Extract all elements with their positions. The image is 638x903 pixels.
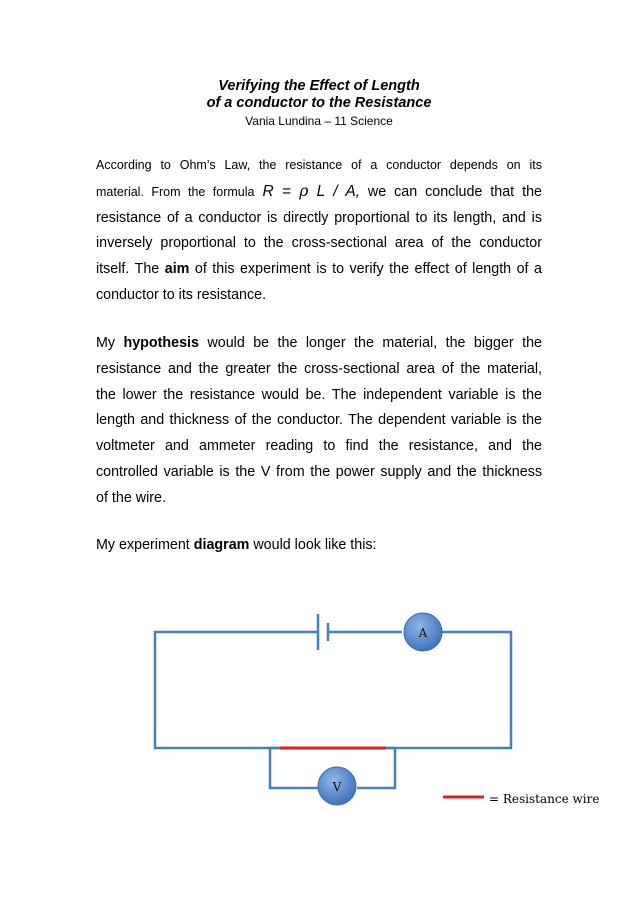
hypothesis-paragraph [96,331,542,512]
hypothesis-line-5: voltmeter and ammeter reading to find the resistance, and the [96,438,542,455]
formula-text [262,183,360,200]
formula-r: R [262,182,274,200]
hypothesis-line-2: resistance and the greater the cross-sectional area of the material, [96,360,542,377]
legend-label: = Resistance wire [489,792,600,806]
title-line-1: Verifying the Effect of Length [218,78,420,94]
intro-line-1: According to Ohm’s Law, the resistance of a conductor depends on its [96,158,542,172]
hypothesis-line-3: the lower the resistance would be. The independent variable is the [96,386,542,403]
voltmeter [318,767,356,805]
circuit-diagram [150,610,620,810]
circuit-wires [155,632,511,788]
document-header [0,78,638,129]
formula-rho: ρ [299,181,309,200]
intro-line-2 [96,179,542,206]
diagram-intro-line [96,533,542,559]
ammeter-label: A [418,626,428,640]
intro-line-5-post: of this experiment is to verify the effect of length of a [194,261,542,278]
intro-line-2-post: we can conclude that the [367,183,542,200]
aim-bold: aim [164,261,190,278]
voltmeter-label: V [332,780,342,794]
battery-symbol [318,614,328,650]
intro-line-2-pre: material. From the formula [96,184,255,199]
diagram-intro-pre: My experiment [96,537,190,553]
title-line-2: of a conductor to the Resistance [206,95,432,111]
intro-line-4: inversely proportional to the cross-sectional area of the conductor [96,235,542,252]
hypothesis-line-4: length and thickness of the conductor. The dependent variable is the [96,412,542,429]
diagram-intro-post: would look like this: [253,537,377,553]
formula-slash: / [333,182,338,200]
formula-l: L [316,182,326,200]
diagram-bold: diagram [193,537,250,553]
formula-equals: = [281,182,291,200]
author-line: Vania Lundina – 11 Science [245,114,393,128]
intro-line-6: conductor to its resistance. [96,286,267,303]
hypothesis-line-1-post: would be the longer the material, the bigger the [207,335,542,351]
hypothesis-line-1-pre: My [96,335,116,351]
intro-line-5-pre: itself. The [96,261,160,278]
main-loop-wire [155,632,511,748]
intro-line-3: resistance of a conductor is directly proportional to its length, and is [96,209,542,226]
intro-paragraph [96,153,542,309]
hypothesis-bold: hypothesis [123,335,199,351]
formula-a: A, [345,182,360,200]
voltmeter-right-wire [357,748,395,788]
diagram-intro [96,533,542,559]
hypothesis-line-7: of the wire. [96,489,166,506]
voltmeter-left-wire [270,748,318,788]
hypothesis-line-6: controlled variable is the V from the power supply and the thickness [96,463,542,480]
hypothesis-line-1 [96,331,542,357]
intro-line-5 [96,257,542,283]
ammeter [404,613,442,651]
